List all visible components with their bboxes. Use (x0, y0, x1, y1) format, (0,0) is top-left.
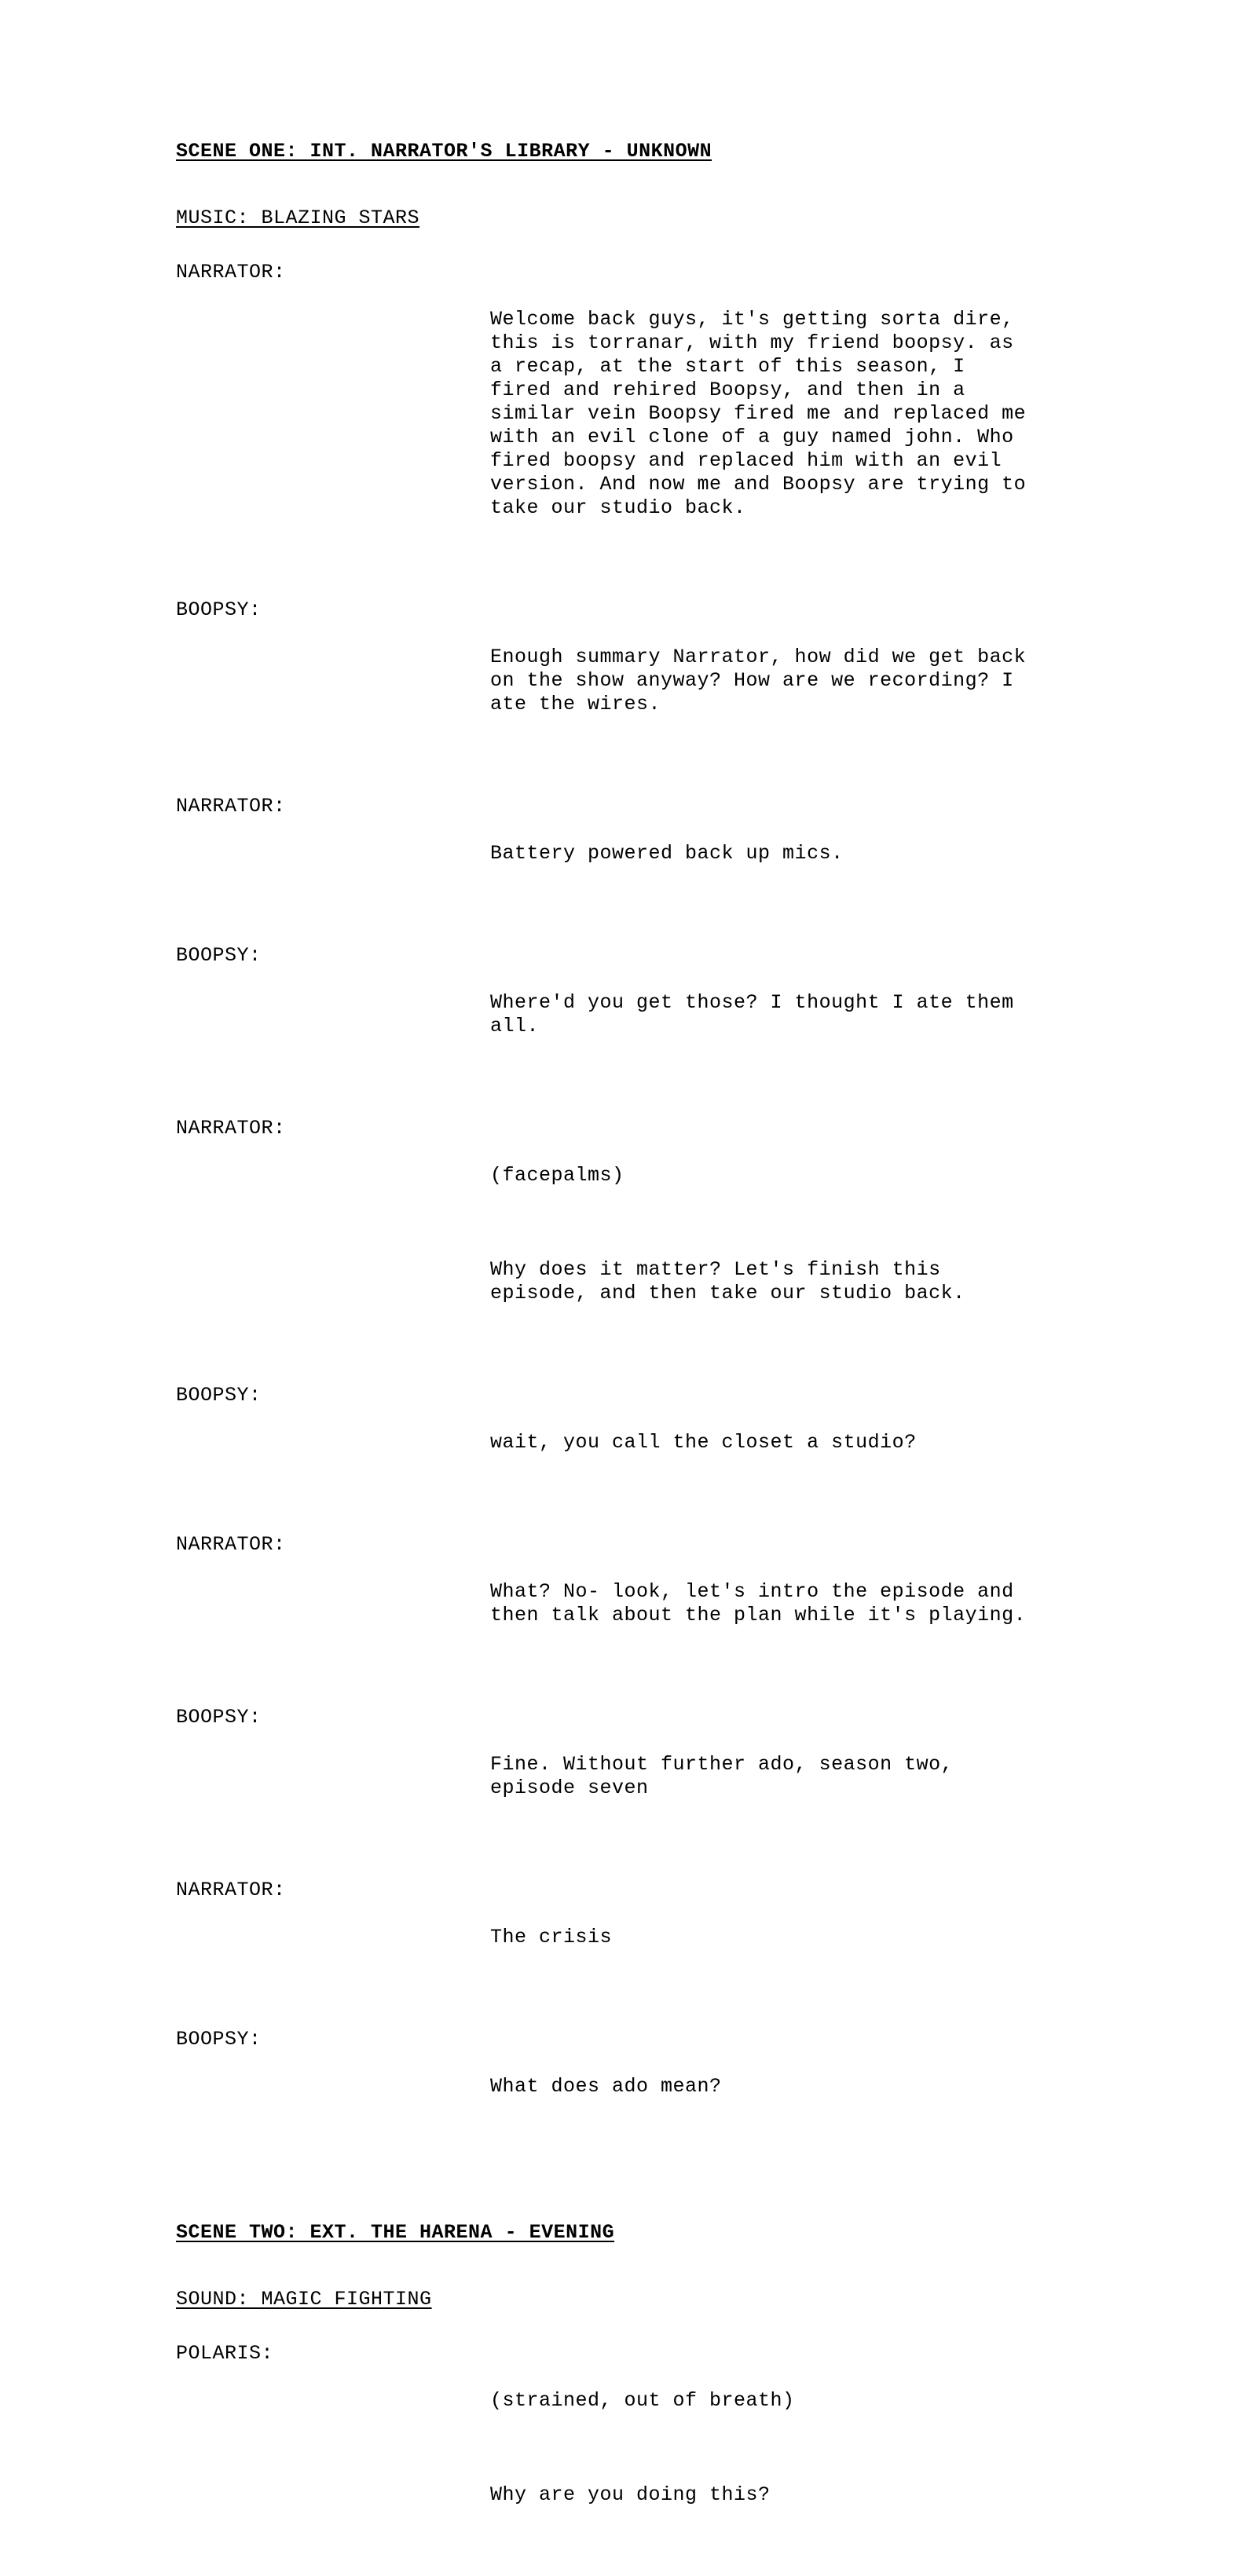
dialogue-text (490, 1117, 1032, 1352)
row-spacer (176, 1524, 1097, 1533)
speaker-name: BOOPSY: (176, 1706, 262, 1729)
dialogue-text (490, 1533, 1032, 1674)
scene-two-sound-cue: SOUND: MAGIC FIGHTING (176, 2288, 432, 2311)
dialogue-text (490, 2342, 1032, 2554)
dialogue-paragraph: Welcome back guys, it's getting sorta dire, this is torranar, with my friend boopsy. as a recap, at the start of this season, I fired and rehired Boopsy, and then in a similar vein Boopsy fired me and replaced me with an evil clone of a guy named john. Who fired boopsy and replaced him with an evil version. And now me and Boopsy are trying to take our studio back. (490, 308, 1038, 519)
speaker-name: NARRATOR: (176, 261, 286, 284)
row-spacer (176, 589, 1097, 598)
dialogue-paragraph: What does ado mean? (490, 2075, 722, 2098)
dialogue-text (490, 944, 1032, 1085)
dialogue-paragraph: Battery powered back up mics. (490, 842, 844, 865)
dialogue-text (490, 795, 1032, 913)
dialogue-paragraph: wait, you call the closet a studio? (490, 1431, 917, 1454)
speaker-name: BOOPSY: (176, 2028, 262, 2051)
scene-one-music-cue: MUSIC: BLAZING STARS (176, 207, 420, 229)
dialogue-row (176, 598, 1097, 763)
speaker-name: NARRATOR: (176, 1117, 286, 1140)
parenthetical: (strained, out of breath) (490, 2389, 795, 2412)
dialogue-row (176, 2342, 1097, 2554)
row-spacer (176, 2018, 1097, 2028)
dialogue-row (176, 1706, 1097, 1847)
dialogue-text (490, 1879, 1032, 1996)
dialogue-paragraph: Enough summary Narrator, how did we get back on the show anyway? How are we recording? I ate the wires. (490, 646, 1038, 715)
dialogue-text (490, 1706, 1032, 1847)
dialogue-text (490, 1384, 1032, 1502)
scene-two-heading: SCENE TWO: EXT. THE HARENA - EVENING (176, 2221, 615, 2244)
parenthetical: (facepalms) (490, 1164, 624, 1187)
dialogue-row (176, 1384, 1097, 1502)
scene-one-heading: SCENE ONE: INT. NARRATOR'S LIBRARY - UNKNOWN (176, 140, 712, 163)
dialogue-text (490, 2028, 1032, 2146)
dialogue-paragraph: The crisis (490, 1926, 613, 1948)
speaker-name: BOOPSY: (176, 598, 262, 621)
dialogue-paragraph: Why are you doing this? (490, 2483, 771, 2506)
dialogue-paragraph: What? No- look, let's intro the episode and then talk about the plan while it's playing. (490, 1580, 1027, 1626)
row-spacer (176, 785, 1097, 795)
speaker-name: POLARIS: (176, 2342, 274, 2365)
speaker-name: NARRATOR: (176, 1879, 286, 1901)
row-spacer (176, 1374, 1097, 1384)
dialogue-row (176, 1533, 1097, 1674)
row-spacer (176, 1869, 1097, 1879)
dialogue-paragraph: Why does it matter? Let's finish this episode, and then take our studio back. (490, 1258, 965, 1304)
speaker-name: NARRATOR: (176, 1533, 286, 1556)
dialogue-row (176, 2028, 1097, 2146)
dialogue-text (490, 598, 1038, 763)
dialogue-row (176, 944, 1097, 1085)
dialogue-text (490, 261, 1038, 567)
row-spacer (176, 935, 1097, 944)
speaker-name: BOOPSY: (176, 944, 262, 967)
dialogue-row (176, 1117, 1097, 1352)
speaker-name: NARRATOR: (176, 795, 286, 818)
dialogue-row (176, 795, 1097, 913)
dialogue-paragraph: Fine. Without further ado, season two, episode seven (490, 1753, 965, 1799)
speaker-name: BOOPSY: (176, 1384, 262, 1407)
dialogue-row (176, 1879, 1097, 1996)
dialogue-row (176, 261, 1097, 567)
row-spacer (176, 1696, 1097, 1706)
row-spacer (176, 1107, 1097, 1117)
dialogue-paragraph: Where'd you get those? I thought I ate them all. (490, 991, 1027, 1037)
